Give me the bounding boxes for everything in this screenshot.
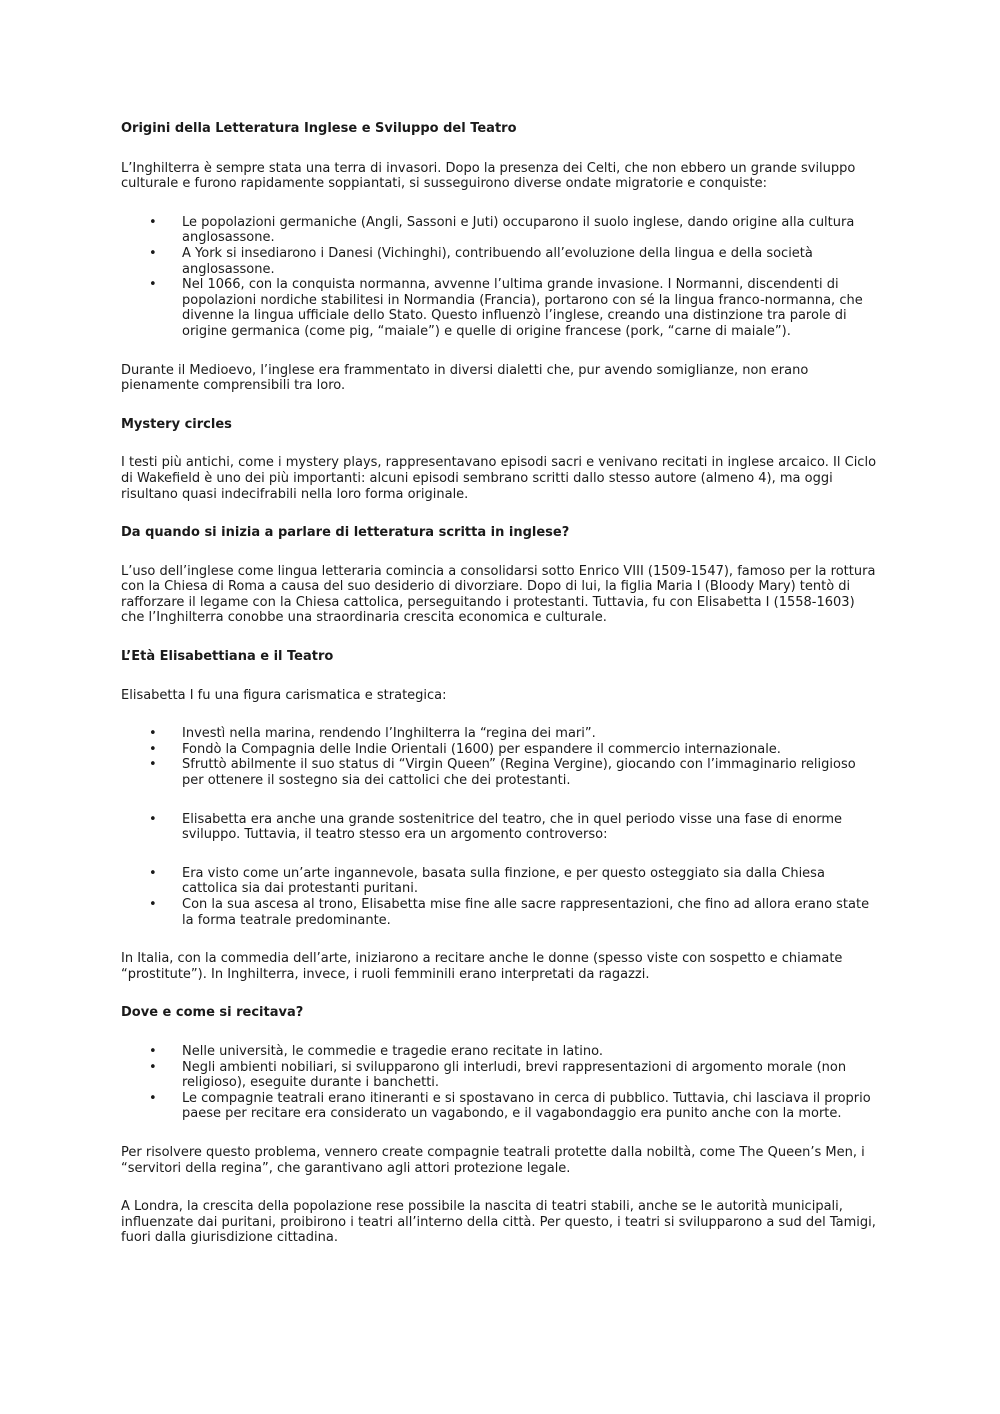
list-item-text: Sfruttò abilmente il suo status di “Virgin Queen” (Regina Vergine), giocando con l’immaginario religioso per ottenere il sostegno sia dei cattolici che dei protestanti. — [182, 757, 856, 789]
list-item-text: Con la sua ascesa al trono, Elisabetta mise fine alle sacre rappresentazioni, che fino ad allora erano state la forma teatrale predominante. — [182, 897, 870, 928]
elizabeth-intro: Elisabetta I fu una figura carismatica e strategica: — [121, 687, 447, 703]
list-item — [121, 757, 881, 788]
list-item — [121, 1044, 881, 1060]
list-item — [121, 1091, 881, 1122]
section-heading-mystery: Mystery circles — [121, 416, 232, 432]
list-item — [121, 215, 881, 246]
section-heading-elizabethan: L’Età Elisabettiana e il Teatro — [121, 649, 334, 665]
list-item-text: Nelle università, le commedie e tragedie erano recitate in latino. — [182, 1043, 603, 1059]
london-paragraph: A Londra, la crescita della popolazione rese possibile la nascita di teatri stabili, anche se le autorità municipali, influenzate dai puritani, proibirono i teatri all’interno della città. Per questo, i teatri si svilupparono a sud del Tamigi, fuori dalla giurisdizione cittadina. — [121, 1199, 876, 1246]
bullet-icon: • — [149, 1059, 157, 1075]
bullet-icon: • — [149, 811, 157, 827]
list-item-text: Fondò la Compagnia delle Indie Orientali (1600) per espandere il commercio internazionale. — [182, 741, 781, 757]
list-item — [121, 897, 881, 928]
list-item-text: Le popolazioni germaniche (Angli, Sassoni e Juti) occuparono il suolo inglese, dando origine alla cultura anglosassone. — [182, 214, 855, 246]
list-item — [121, 1060, 881, 1091]
mystery-paragraph: I testi più antichi, come i mystery plays, rappresentavano episodi sacri e venivano recitati in inglese arcaico. Il Ciclo di Wakefield è uno dei più importanti: alcuni episodi sembrano scritti dallo stesso autore (almeno 4), ma oggi risultano quasi indecifrabili nella loro forma originale. — [121, 455, 877, 502]
medieval-paragraph: Durante il Medioevo, l’inglese era frammentato in diversi dialetti che, pur avendo somiglianze, non erano pienamente comprensibili tra loro. — [121, 362, 809, 394]
bullet-icon: • — [149, 1043, 157, 1059]
list-item-text: Era visto come un’arte ingannevole, basata sulla finzione, e per questo osteggiato sia dalla Chiesa cattolica sia dai protestanti puritani. — [182, 865, 825, 897]
list-item-text: A York si insediarono i Danesi (Vichinghi), contribuendo all’evoluzione della lingua e della società anglosassone. — [182, 245, 813, 277]
bullet-icon: • — [149, 1090, 157, 1106]
document-body — [121, 121, 881, 1246]
protection-paragraph: Per risolvere questo problema, vennero create compagnie teatrali protette dalla nobiltà, come The Queen’s Men, i “servitori della regina”, che garantivano agli attori protezione legale. — [121, 1144, 865, 1176]
bullet-icon: • — [149, 757, 157, 773]
where-list — [121, 1044, 881, 1122]
italy-paragraph: In Italia, con la commedia dell’arte, iniziarono a recitare anche le donne (spesso viste con sospetto e chiamate “prostitute”). In Inghilterra, invece, i ruoli femminili erano interpretati da ragazzi. — [121, 951, 843, 982]
theatre-support-list — [121, 812, 881, 843]
list-item-text: Investì nella marina, rendendo l’Inghilterra la “regina dei mari”. — [182, 726, 596, 742]
section-heading-written: Da quando si inizia a parlare di letteratura scritta in inglese? — [121, 525, 570, 541]
bullet-icon: • — [149, 214, 157, 230]
list-item-text: Negli ambienti nobiliari, si svilupparono gli interludi, brevi rappresentazioni di argomento morale (non religioso), eseguite durante i banchetti. — [182, 1059, 847, 1091]
list-item — [121, 742, 881, 758]
elizabeth-list — [121, 726, 881, 788]
list-item-text: Elisabetta era anche una grande sostenitrice del teatro, che in quel periodo visse una fase di enorme sviluppo. Tuttavia, il teatro stesso era un argomento controverso: — [182, 811, 843, 843]
list-item — [121, 866, 881, 897]
intro-paragraph: L’Inghilterra è sempre stata una terra di invasori. Dopo la presenza dei Celti, che non ebbero un grande sviluppo culturale e furono rapidamente soppiantati, si susseguirono diverse ondate migratorie e conquiste: — [121, 160, 856, 192]
bullet-icon: • — [149, 865, 157, 881]
bullet-icon: • — [149, 741, 157, 757]
list-item — [121, 726, 881, 742]
theatre-list — [121, 866, 881, 928]
list-item — [121, 277, 881, 339]
bullet-icon: • — [149, 897, 157, 912]
section-heading-where: Dove e come si recitava? — [121, 1005, 304, 1021]
bullet-icon: • — [149, 726, 157, 742]
bullet-icon: • — [149, 277, 157, 293]
document-title: Origini della Letteratura Inglese e Sviluppo del Teatro — [121, 121, 517, 136]
invasions-list — [121, 215, 881, 340]
list-item — [121, 246, 881, 277]
bullet-icon: • — [149, 245, 157, 261]
list-item-text: Nel 1066, con la conquista normanna, avvenne l’ultima grande invasione. I Normanni, discendenti di popolazioni nordiche stabilitesi in Normandia (Francia), portarono con sé la lingua franco-normanna, che divenne la lingua ufficiale dello Stato. Questo influenzò l’inglese, creando una distinzione tra parole di origine germanica (come pig, “maiale”) e quelle di origine francese (pork, “carne di maiale”). — [182, 277, 863, 339]
list-item — [121, 812, 881, 843]
written-paragraph: L’uso dell’inglese come lingua letteraria comincia a consolidarsi sotto Enrico VIII (1509-1547), famoso per la rottura con la Chiesa di Roma a causa del suo desiderio di divorziare. Dopo di lui, la figlia Maria I (Bloody Mary) tentò di rafforzare il legame con la Chiesa cattolica, perseguitando i protestanti. Tuttavia, fu con Elisabetta I (1558-1603) che l’Inghilterra conobbe una straordinaria crescita economica e culturale. — [121, 563, 876, 626]
list-item-text: Le compagnie teatrali erano itineranti e si spostavano in cerca di pubblico. Tuttavia, chi lasciava il proprio paese per recitare era considerato un vagabondo, e il vagabondaggio era punito anche con la morte. — [182, 1090, 871, 1122]
